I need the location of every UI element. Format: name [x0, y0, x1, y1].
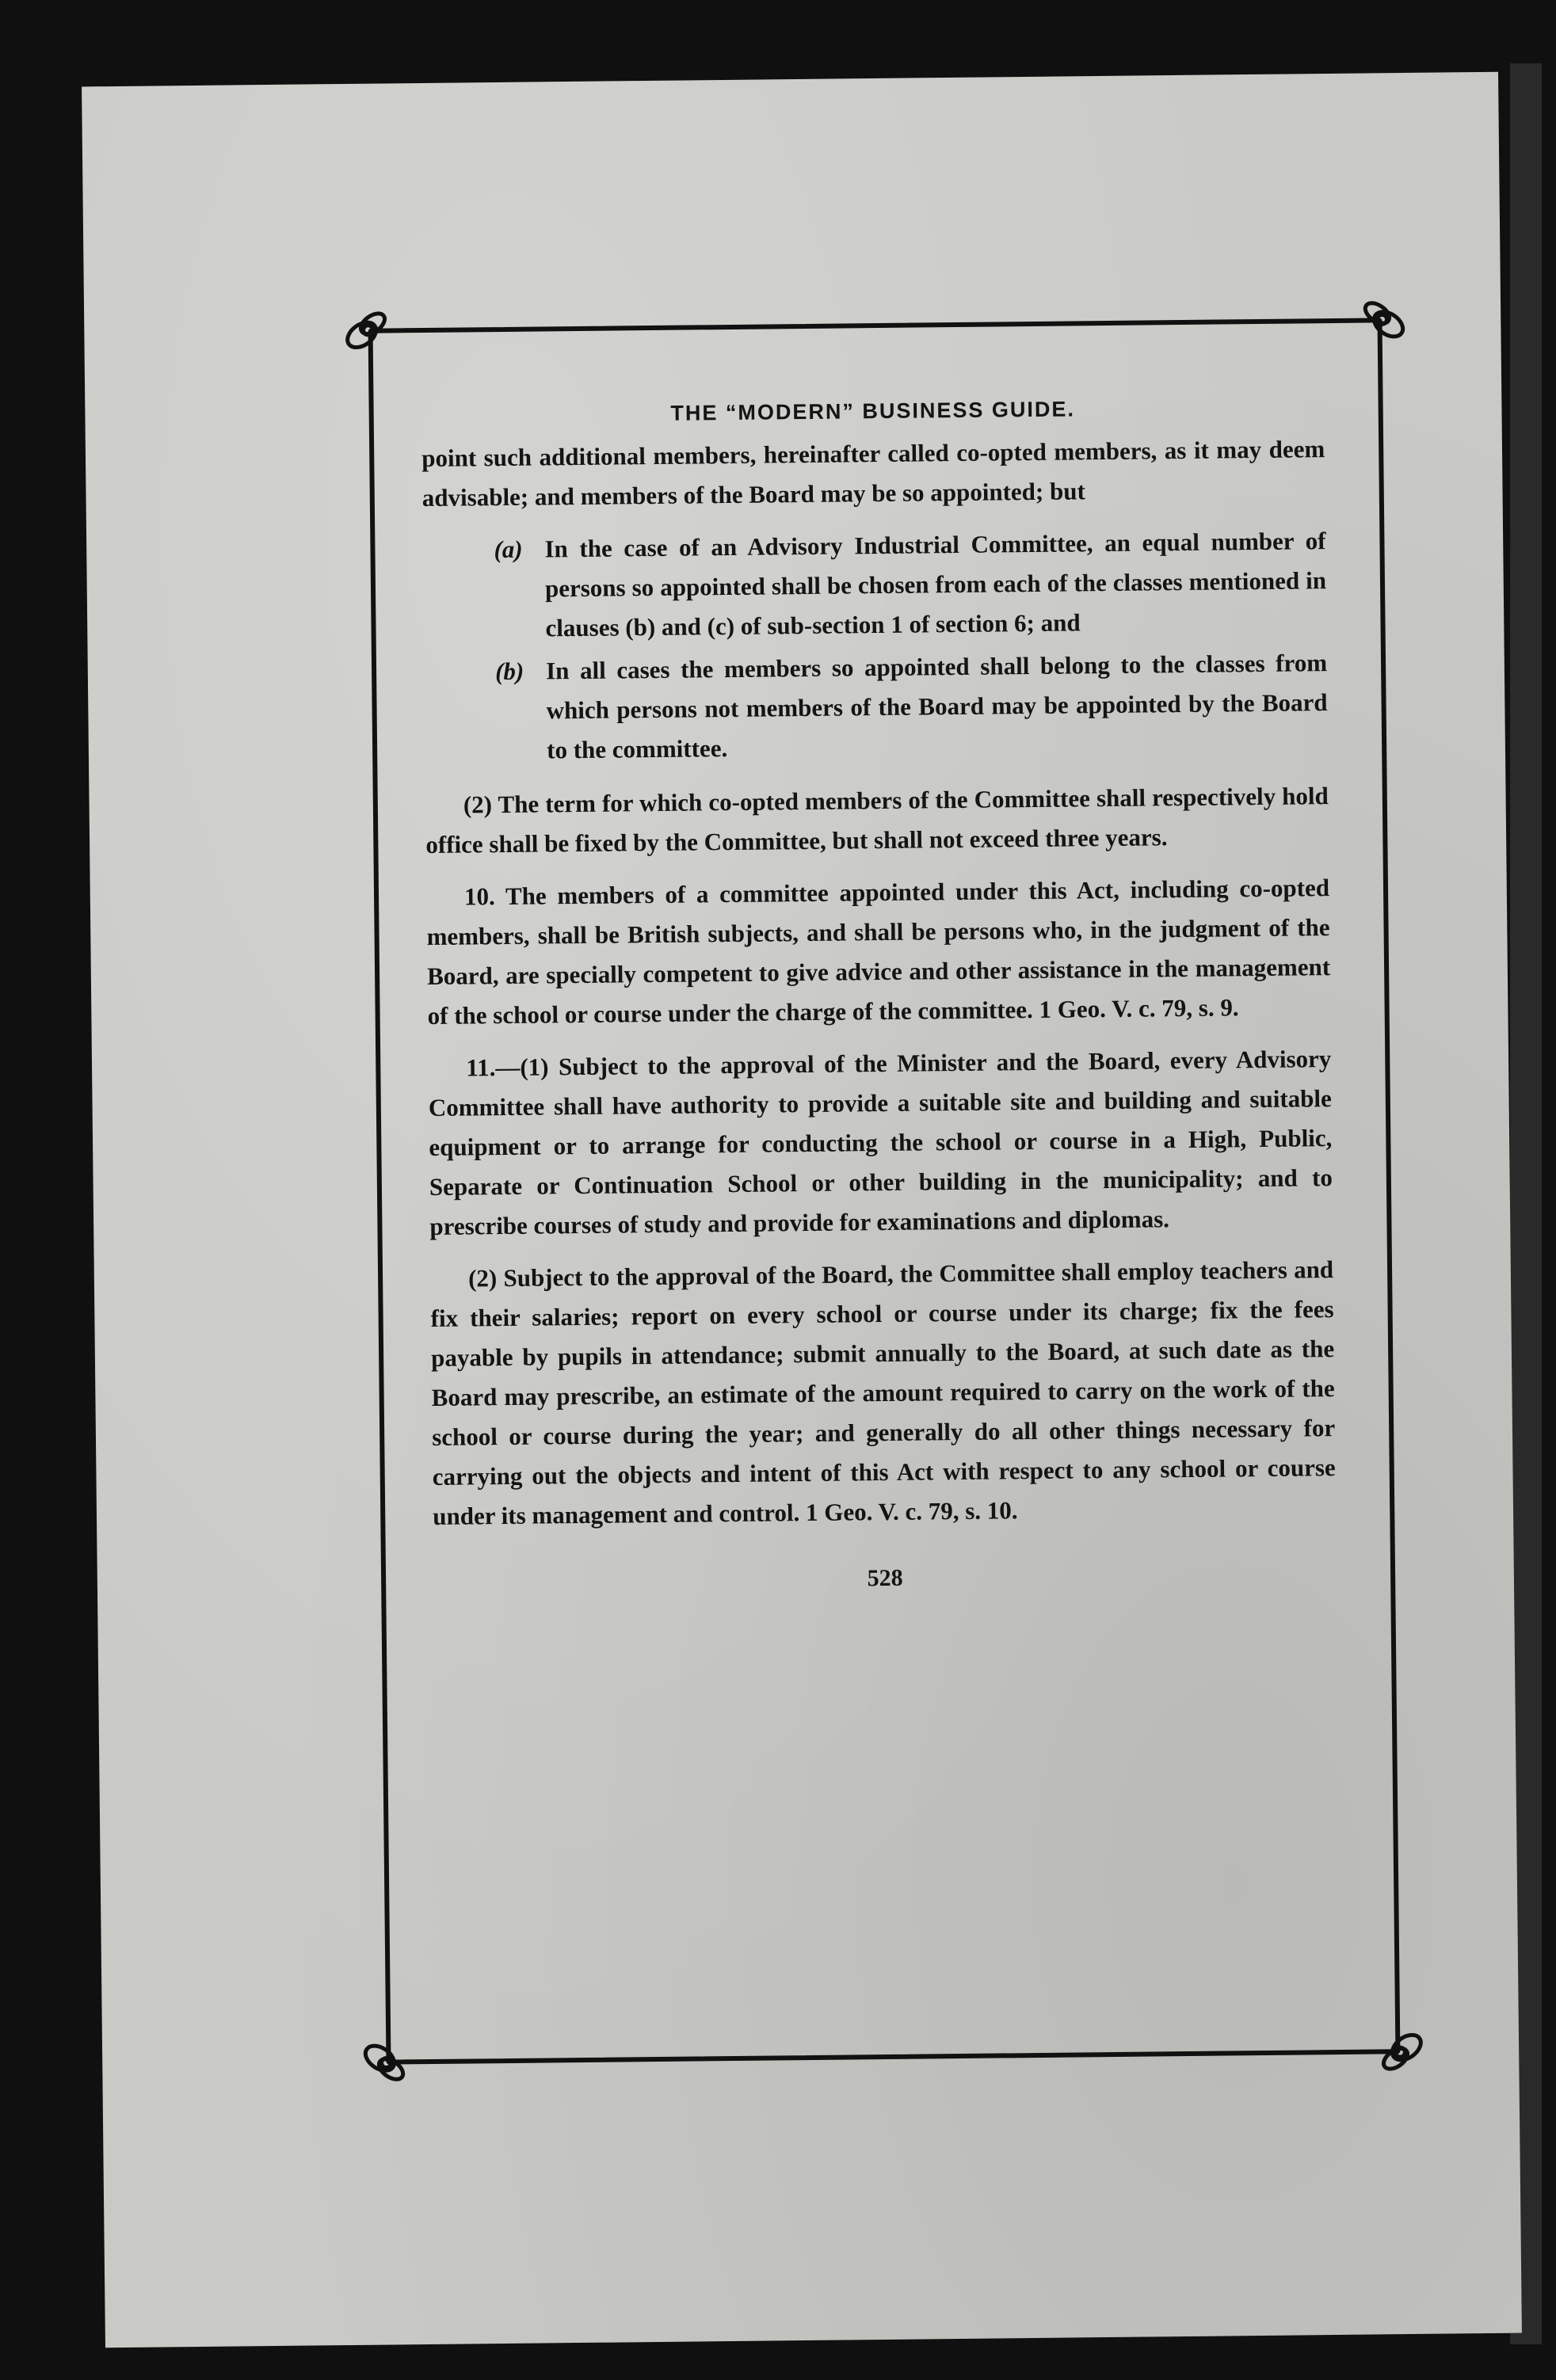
clause-a-text: In the case of an Advisory Industrial Committee, an equal number of persons so appointed shall be chosen from each of the classes mentioned in clauses (b) and (c) of sub-section 1 of section 6; and [544, 527, 1327, 642]
clause-a-mark: (a) [494, 535, 523, 564]
running-head: THE “MODERN” BUSINESS GUIDE. [670, 397, 1076, 425]
clause-b-mark: (b) [494, 657, 524, 686]
subsection-2-paragraph: (2) The term for which co-opted members of the Committee shall respectively hold office shall be fixed by the Committee, but shall not exceed three years. [425, 782, 1329, 859]
corner-ornament-icon [357, 2032, 415, 2090]
page-number: 528 [867, 1564, 903, 1592]
section-11-1-paragraph: 11.—(1) Subject to the approval of the Minister and the Board, every Advisory Committee shall have authority to provide a suitable site and building and suitable equipment or to arrange for conducting the school or course in a High, Public, Separate or Continuation School or other building in the municipality; and to prescribe courses of study and provide for examinations and diplomas. [428, 1045, 1333, 1241]
corner-ornament-icon [339, 303, 397, 360]
section-10-paragraph: 10. The members of a committee appointed under this Act, including co-opted members, shall be British subjects, and shall be persons who, in the judgment of the Board, are specially competent to give advice and other assistance in the management of the school or course under the charge of the committee. 1 Geo. V. c. 79, s. 9. [426, 874, 1331, 1030]
clause-b [495, 643, 1329, 771]
section-11-2-paragraph: (2) Subject to the approval of the Board, the Committee shall employ teachers and fix their salaries; report on every school or course under its charge; fix the fees payable by pupils in attendance; submit annually to the Board, at such date as the Board may prescribe, an estimate of the amount required to carry on the work of the school or course during the year; and generally do all other things necessary for carrying out the objects and intent of this Act with respect to any school or course under its management and control. 1 Geo. V. c. 79, s. 10. [430, 1255, 1336, 1530]
page-text [421, 387, 1337, 1603]
clause-b-text: In all cases the members so appointed shall belong to the classes from which persons not members of the Board may be appointed by the Board to the committee. [545, 649, 1328, 764]
page-border-frame [368, 318, 1401, 2064]
corner-ornament-icon [1371, 2022, 1429, 2080]
intro-paragraph: point such additional members, hereinafter called co-opted members, as it may deem advisable; and members of the Board may be so appointed; but [421, 435, 1325, 512]
clause-a [494, 521, 1327, 649]
corner-ornament-icon [1353, 292, 1411, 350]
